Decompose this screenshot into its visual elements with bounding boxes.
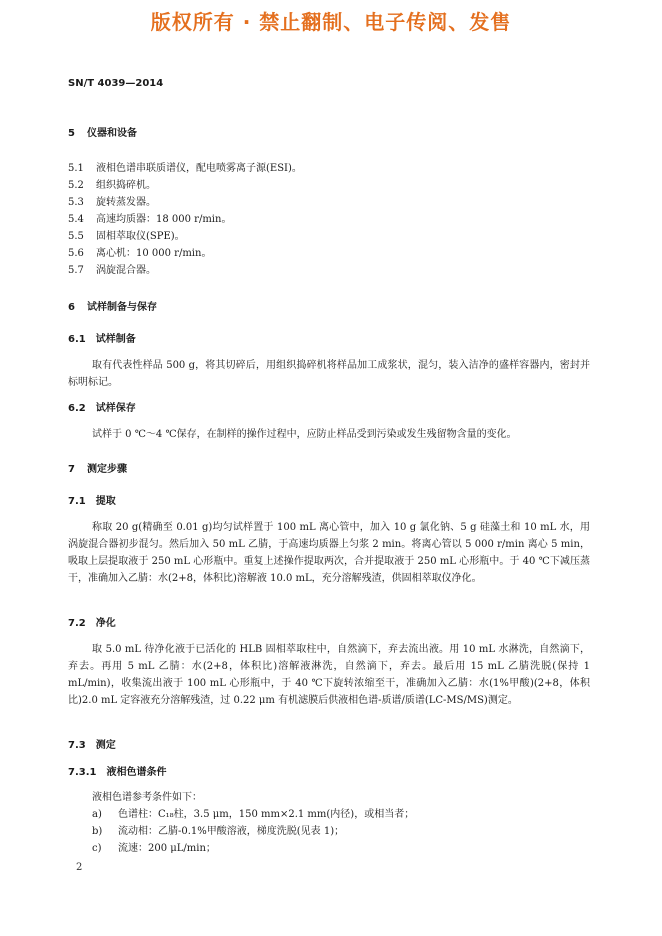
subsection-6-1-heading: 6.1 试样制备 bbox=[68, 334, 136, 345]
subsection-7-3-1-heading: 7.3.1 液相色谱条件 bbox=[68, 767, 167, 778]
list-item-b: b) 流动相：乙腈-0.1%甲酸溶液，梯度洗脱(见表 1)； bbox=[92, 826, 345, 837]
lc-conditions-intro: 液相色谱参考条件如下： bbox=[92, 792, 202, 803]
section-5-title: 仪器和设备 bbox=[86, 128, 137, 139]
section-7-heading bbox=[68, 463, 127, 477]
section-5-number: 5 bbox=[68, 128, 75, 139]
list-item-5-4: 5.4 高速均质器：18 000 r/min。 bbox=[68, 214, 232, 225]
list-item-5-5: 5.5 固相萃取仪(SPE)。 bbox=[68, 231, 185, 242]
list-item-a: a) 色谱柱：C₁₈柱，3.5 μm，150 mm×2.1 mm(内径)，或相当者； bbox=[92, 809, 415, 820]
paragraph-6-2: 试样于 0 ℃～4 ℃保存，在制样的操作过程中，应防止样品受到污染或发生残留物含量的变化。 bbox=[92, 429, 517, 440]
subsection-7-2-heading: 7.2 净化 bbox=[68, 618, 116, 629]
standard-number: SN/T 4039—2014 bbox=[68, 78, 164, 89]
section-7-number: 7 bbox=[68, 464, 75, 475]
section-5-heading bbox=[68, 127, 137, 141]
section-6-number: 6 bbox=[68, 302, 75, 313]
list-item-c: c) 流速：200 μL/min； bbox=[92, 843, 216, 854]
list-item-5-2: 5.2 组织捣碎机。 bbox=[68, 180, 156, 191]
paragraph-7-2: 取 5.0 mL 待净化液于已活化的 HLB 固相萃取柱中，自然滴下，弃去流出液。用 10 mL 水淋洗，自然滴下，弃去。再用 5 mL 乙腈：水(2+8，体积比)溶解液淋洗，自然滴下，弃去。最后用 15 mL 乙腈洗脱(保持 1 mL/min)，收集流出液于 100 mL 心形瓶中，于 40 ℃下旋转浓缩至干，准确加入乙腈：水(1%甲酸)(2+8，体积比)2.0 mL 定容液充分溶解残渣，过 0.22 μm 有机滤膜后供液相色谱-质谱/质谱(LC-MS/MS)测定。 bbox=[68, 644, 590, 706]
section-7-title: 测定步骤 bbox=[86, 464, 127, 475]
subsection-7-1-heading: 7.1 提取 bbox=[68, 496, 116, 507]
paragraph-6-1: 取有代表性样品 500 g，将其切碎后，用组织捣碎机将样品加工成浆状，混匀，装入洁净的盛样容器内，密封并标明标记。 bbox=[68, 360, 590, 388]
section-6-title: 试样制备与保存 bbox=[86, 302, 157, 313]
page-number: 2 bbox=[76, 862, 83, 873]
list-item-5-7: 5.7 涡旋混合器。 bbox=[68, 265, 156, 276]
list-item-5-6: 5.6 离心机：10 000 r/min。 bbox=[68, 248, 212, 259]
list-item-5-3: 5.3 旋转蒸发器。 bbox=[68, 197, 156, 208]
section-6-heading bbox=[68, 301, 157, 315]
watermark-banner: 版权所有 · 禁止翻制、电子传阅、发售 bbox=[150, 10, 512, 34]
list-item-5-1: 5.1 液相色谱串联质谱仪，配电喷雾离子源(ESI)。 bbox=[68, 163, 302, 174]
paragraph-7-1: 称取 20 g(精确至 0.01 g)均匀试样置于 100 mL 离心管中，加入 10 g 氯化钠、5 g 硅藻土和 10 mL 水，用涡旋混合器初步混匀。然后加入 50 mL 乙腈，于高速均质器上匀浆 2 min。将离心管以 5 000 r/min 离心 5 min，吸取上层提取液于 250 mL 心形瓶中。重复上述操作提取两次，合并提取液于 250 mL 心形瓶中。于 40 ℃下减压蒸干，准确加入乙腈：水(2+8，体积比)溶解液 10.0 mL，充分溶解残渣，供固相萃取仪净化。 bbox=[68, 522, 590, 584]
subsection-6-2-heading: 6.2 试样保存 bbox=[68, 403, 136, 414]
subsection-7-3-heading: 7.3 测定 bbox=[68, 740, 116, 751]
